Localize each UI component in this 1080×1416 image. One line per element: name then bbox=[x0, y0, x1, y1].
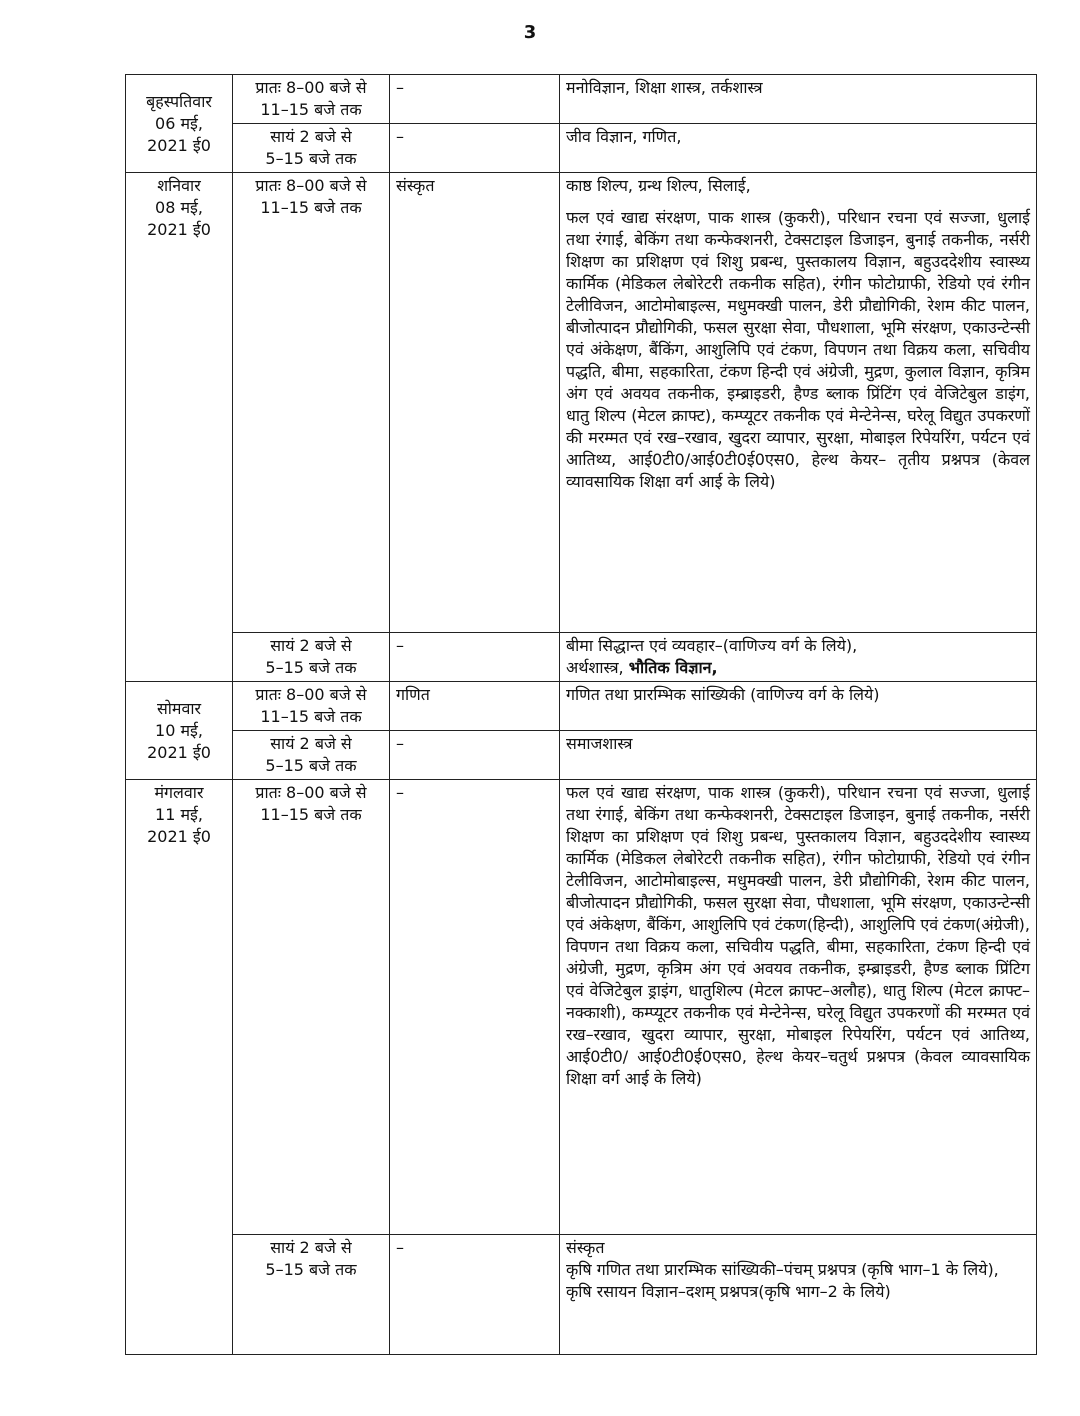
time-start: प्रातः 8–00 बजे से bbox=[255, 783, 367, 802]
subject-cell-1: गणित bbox=[390, 682, 560, 731]
time-end: 11–15 बजे तक bbox=[260, 707, 362, 726]
date-cell-saturday bbox=[126, 173, 233, 682]
subject-cell-2 bbox=[560, 1235, 1037, 1355]
time-start: प्रातः 8–00 बजे से bbox=[255, 685, 367, 704]
subject-cell-2: समाजशास्त्र bbox=[560, 731, 1037, 780]
time-end: 11–15 बजे तक bbox=[260, 198, 362, 217]
page-number: 3 bbox=[523, 22, 537, 43]
subject-paragraph: फल एवं खाद्य संरक्षण, पाक शास्त्र (कुकरी), परिधान रचना एवं सज्जा, धुलाई तथा रंगाई, बेकिंग तथा कन्फेक्शनरी, टेक्सटाइल डिजाइन, बुनाई तकनीक, नर्सरी शिक्षण का प्रशिक्षण एवं शिशु प्रबन्ध, पुस्तकालय विज्ञान, बहुउददेशीय स्वास्थ्य कार्मिक (मेडिकल लेबोरेटरी तकनीक सहित), रंगीन फोटोग्राफी, रेडियो एवं रंगीन टेलीविजन, आटोमोबाइल्स, मधुमक्खी पालन, डेरी प्रौद्योगिकी, रेशम कीट पालन, बीजोत्पादन प्रौद्योगिकी, फसल सुरक्षा सेवा, पौधशाला, भूमि संरक्षण, एकाउन्टेन्सी एवं अंकेक्षण, बैंकिंग, आशुलिपि एवं टंकण, विपणन तथा विक्रय कला, सचिवीय पद्धति, बीमा, सहकारिता, टंकण हिन्दी एवं अंग्रेजी, मुद्रण, कुलाल विज्ञान, कृत्रिम अंग एवं अवयव तकनीक, इम्ब्राइडरी, हैण्ड ब्लाक प्रिंटिंग एवं वेजिटेबुल डाइंग, धातु शिल्प (मेटल क्राफ्ट), कम्प्यूटर तकनीक एवं मेन्टेनेन्स, घरेलू विद्युत उपकरणों की मरम्मत एवं रख–रखाव, खुदरा व्यापार, सुरक्षा, मोबाइल रिपेयरिंग, पर्यटन एवं आतिथ्य, आई0टी0/आई0टी0ई0एस0, हेल्थ केयर– तृतीय प्रश्नपत्र (केवल व्यावसायिक शिक्षा वर्ग आई के लिये) bbox=[566, 208, 1030, 491]
subject-cell-2 bbox=[560, 633, 1037, 682]
subject-cell-2: गणित तथा प्रारम्भिक सांख्यिकी (वाणिज्य वर्ग के लिये) bbox=[560, 682, 1037, 731]
subject-cell-1: – bbox=[390, 633, 560, 682]
table-row bbox=[126, 682, 1037, 731]
time-end: 5–15 बजे तक bbox=[265, 149, 357, 168]
time-cell bbox=[233, 124, 390, 173]
subject-line: कृषि रसायन विज्ञान–दशम् प्रश्नपत्र(कृषि भाग–2 के लिये) bbox=[566, 1282, 891, 1301]
time-cell bbox=[233, 1235, 390, 1355]
date-cell-tuesday bbox=[126, 780, 233, 1355]
exam-schedule-table bbox=[125, 74, 1037, 1355]
table-row bbox=[126, 173, 1037, 633]
time-start: सायं 2 बजे से bbox=[270, 636, 352, 655]
time-start: प्रातः 8–00 बजे से bbox=[255, 176, 367, 195]
time-start: प्रातः 8–00 बजे से bbox=[255, 78, 367, 97]
day-label: सोमवार bbox=[156, 698, 202, 718]
year-label: 2021 ई0 bbox=[147, 220, 211, 239]
year-label: 2021 ई0 bbox=[147, 135, 211, 155]
year-label: 2021 ई0 bbox=[147, 827, 211, 846]
time-cell bbox=[233, 682, 390, 731]
subject-line: संस्कृत bbox=[566, 1238, 605, 1257]
subject-line bbox=[566, 657, 1030, 679]
time-cell bbox=[233, 633, 390, 682]
table-row bbox=[126, 633, 1037, 682]
date-label: 10 मई, bbox=[155, 720, 203, 740]
subject-cell-1: – bbox=[390, 780, 560, 1235]
date-label: 06 मई, bbox=[155, 113, 203, 133]
date-cell-monday bbox=[126, 682, 233, 780]
subject-cell-2 bbox=[560, 173, 1037, 633]
subject-cell-2: मनोविज्ञान, शिक्षा शास्त्र, तर्कशास्त्र bbox=[560, 75, 1037, 124]
subject-cell-2: फल एवं खाद्य संरक्षण, पाक शास्त्र (कुकरी), परिधान रचना एवं सज्जा, धुलाई तथा रंगाई, बेकिंग तथा कन्फेक्शनरी, टेक्सटाइल डिजाइन, बुनाई तकनीक, नर्सरी शिक्षण का प्रशिक्षण एवं शिशु प्रबन्ध, पुस्तकालय विज्ञान, बहुउददेशीय स्वास्थ्य कार्मिक (मेडिकल लेबोरेटरी तकनीक सहित), रंगीन फोटोग्राफी, रेडियो एवं रंगीन टेलीविजन, आटोमोबाइल्स, मधुमक्खी पालन, डेरी प्रौद्योगिकी, रेशम कीट पालन, बीजोत्पादन प्रौद्योगिकी, फसल सुरक्षा सेवा, पौधशाला, भूमि संरक्षण, एकाउन्टेन्सी एवं अंकेक्षण, बैंकिंग, आशुलिपि एवं टंकण(हिन्दी), आशुलिपि एवं टंकण(अंग्रेजी), विपणन तथा विक्रय कला, सचिवीय पद्धति, बीमा, सहकारिता, टंकण हिन्दी एवं अंग्रेजी, मुद्रण, कृत्रिम अंग एवं अवयव तकनीक, इम्ब्राइडरी, हैण्ड ब्लाक प्रिंटिग एवं वेजिटेबुल ड्राइंग, धातुशिल्प (मेटल क्राफ्ट–अलौह), धातु शिल्प (मेटल क्राफ्ट–नक्काशी), कम्प्यूटर तकनीक एवं मेन्टेनेन्स, घरेलू विद्युत उपकरणों की मरम्मत एवं रख–रखाव, खुदरा व्यापार, सुरक्षा, मोबाइल रिपेयरिंग, पर्यटन एवं आतिथ्य, आई0टी0/ आई0टी0ई0एस0, हेल्थ केयर–चतुर्थ प्रश्नपत्र (केवल व्यावसायिक शिक्षा वर्ग आई के लिये) bbox=[560, 780, 1037, 1235]
table-row bbox=[126, 75, 1037, 124]
time-end: 11–15 बजे तक bbox=[260, 100, 362, 119]
table-row bbox=[126, 124, 1037, 173]
time-start: सायं 2 बजे से bbox=[270, 1238, 352, 1257]
year-label: 2021 ई0 bbox=[147, 742, 211, 762]
date-cell-thursday bbox=[126, 75, 233, 173]
time-end: 5–15 बजे तक bbox=[265, 658, 357, 677]
subject-line: कृषि गणित तथा प्रारम्भिक सांख्यिकी–पंचम् प्रश्नपत्र (कृषि भाग–1 के लिये), bbox=[566, 1260, 999, 1279]
time-end: 11–15 बजे तक bbox=[260, 805, 362, 824]
date-label: 11 मई, bbox=[155, 805, 203, 824]
date-label: 08 मई, bbox=[155, 198, 203, 217]
time-end: 5–15 बजे तक bbox=[265, 1260, 357, 1279]
day-label: बृहस्पतिवार bbox=[146, 91, 212, 111]
time-cell bbox=[233, 75, 390, 124]
subject-text: अर्थशास्त्र, bbox=[566, 658, 624, 677]
table-row bbox=[126, 731, 1037, 780]
subject-cell-1: संस्कृत bbox=[390, 173, 560, 633]
subject-cell-2: जीव विज्ञान, गणित, bbox=[560, 124, 1037, 173]
time-end: 5–15 बजे तक bbox=[265, 756, 357, 775]
subject-text-bold: भौतिक विज्ञान, bbox=[628, 658, 718, 677]
time-cell bbox=[233, 731, 390, 780]
subject-cell-1: – bbox=[390, 731, 560, 780]
subject-cell-1: – bbox=[390, 124, 560, 173]
subject-line: काष्ठ शिल्प, ग्रन्थ शिल्प, सिलाई, bbox=[566, 176, 751, 195]
time-cell bbox=[233, 173, 390, 633]
subject-cell-1: – bbox=[390, 75, 560, 124]
time-start: सायं 2 बजे से bbox=[270, 127, 352, 146]
subject-line: बीमा सिद्धान्त एवं व्यवहार–(वाणिज्य वर्ग के लिये), bbox=[566, 636, 858, 655]
day-label: शनिवार bbox=[157, 176, 201, 195]
time-cell bbox=[233, 780, 390, 1235]
table-row bbox=[126, 1235, 1037, 1355]
table-row bbox=[126, 780, 1037, 1235]
day-label: मंगलवार bbox=[154, 783, 204, 802]
subject-cell-1: – bbox=[390, 1235, 560, 1355]
time-start: सायं 2 बजे से bbox=[270, 734, 352, 753]
